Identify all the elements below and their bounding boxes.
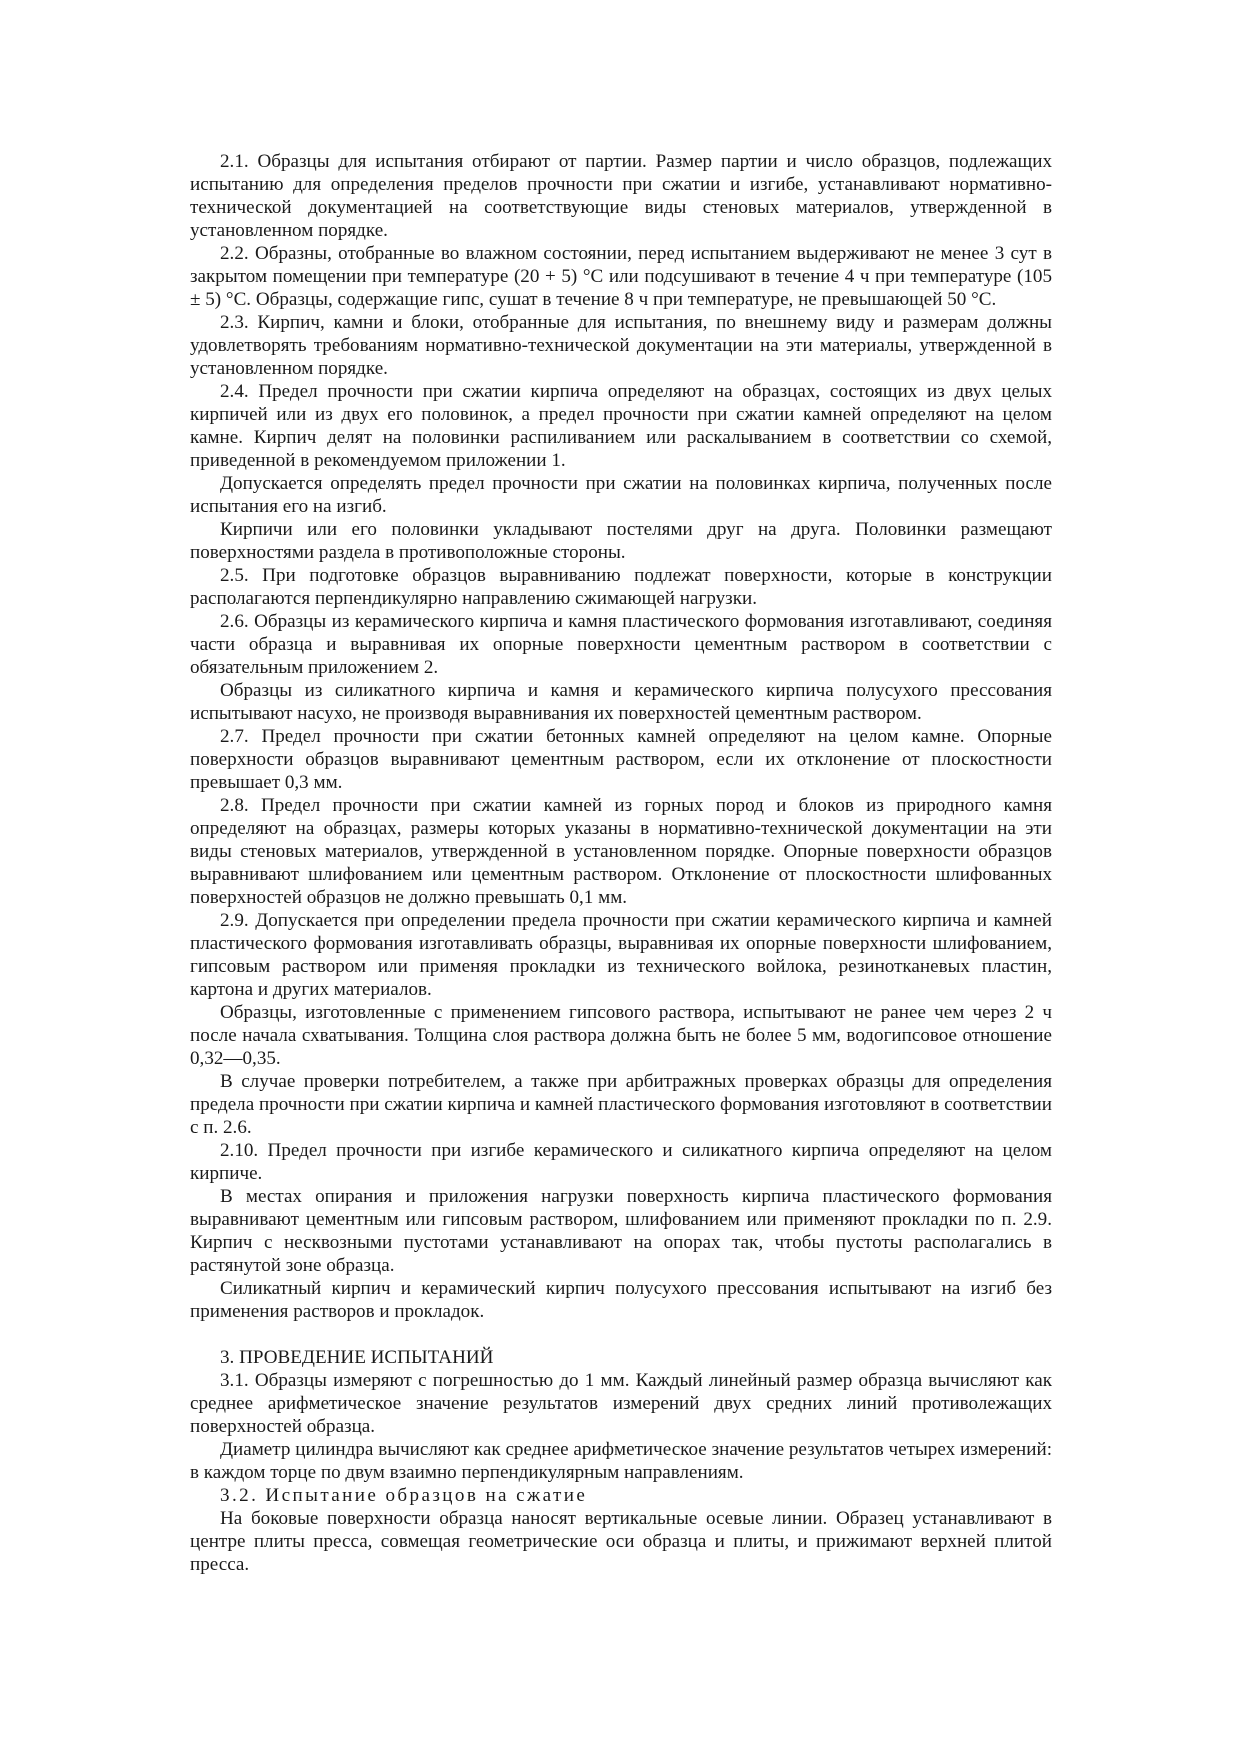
paragraph-2-4-note-2: Кирпичи или его половинки укладывают постелями друг на друга. Половинки размещают поверхностями раздела в противоположные стороны. [190,519,1052,563]
section-3-heading: 3. ПРОВЕДЕНИЕ ИСПЫТАНИЙ [220,1347,494,1368]
section-3-2-subheading: 3.2. Испытание образцов на сжатие [220,1485,588,1506]
paragraph-2-9-note-1: Образцы, изготовленные с применением гипсового раствора, испытывают не ранее чем через 2 ч после начала схватывания. Толщина слоя раствора должна быть не более 5 мм, водогипсовое отношение 0,32—0,35. [190,1002,1052,1069]
paragraph-2-4: 2.4. Предел прочности при сжатии кирпича определяют на образцах, состоящих из двух целых кирпичей или из двух его половинок, а предел прочности при сжатии камней определяют на целом камне. Кирпич делят на половинки распиливанием или раскалыванием в соответствии со схемой, приведенной в рекомендуемом приложении 1. [190,381,1052,471]
paragraph-2-10: 2.10. Предел прочности при изгибе керамического и силикатного кирпича определяют на целом кирпиче. [190,1140,1052,1184]
paragraph-2-9-note-2: В случае проверки потребителем, а также при арбитражных проверках образцы для определения предела прочности при сжатии кирпича и камней пластического формования изготовляют в соответствии с п. 2.6. [190,1071,1052,1138]
paragraph-2-10-note-1: В местах опирания и приложения нагрузки поверхность кирпича пластического формования выравнивают цементным или гипсовым раствором, шлифованием или применяют прокладки по п. 2.9. Кирпич с несквозными пустотами устанавливают на опорах так, чтобы пустоты располагались в растянутой зоне образца. [190,1186,1052,1276]
paragraph-2-7: 2.7. Предел прочности при сжатии бетонных камней определяют на целом камне. Опорные поверхности образцов выравнивают цементным раствором, если их отклонение от плоскостности превышает 0,3 мм. [190,726,1052,793]
paragraph-3-2: На боковые поверхности образца наносят вертикальные осевые линии. Образец устанавливают в центре плиты пресса, совмещая геометрические оси образца и плиты, и прижимают верхней плитой пресса. [190,1508,1052,1575]
paragraph-2-3: 2.3. Кирпич, камни и блоки, отобранные для испытания, по внешнему виду и размерам должны удовлетворять требованиям нормативно-технической документации на эти материалы, утвержденной в установленном порядке. [190,312,1052,379]
paragraph-2-9: 2.9. Допускается при определении предела прочности при сжатии керамического кирпича и камней пластического формования изготавливать образцы, выравнивая их опорные поверхности шлифованием, гипсовым раствором или применяя прокладки из технического войлока, резинотканевых пластин, картона и других материалов. [190,910,1052,1000]
paragraph-3-1-note: Диаметр цилиндра вычисляют как среднее арифметическое значение результатов четырех измерений: в каждом торце по двум взаимно перпендикулярным направлениям. [190,1439,1052,1483]
paragraph-2-5: 2.5. При подготовке образцов выравниванию подлежат поверхности, которые в конструкции располагаются перпендикулярно направлению сжимающей нагрузки. [190,565,1052,609]
paragraph-2-6-note: Образцы из силикатного кирпича и камня и керамического кирпича полусухого прессования испытывают насухо, не производя выравнивания их поверхностей цементным раствором. [190,680,1052,724]
paragraph-2-6: 2.6. Образцы из керамического кирпича и камня пластического формования изготавливают, соединяя части образца и выравнивая их опорные поверхности цементным раствором в соответствии с обязательным приложением 2. [190,611,1052,678]
paragraph-3-1: 3.1. Образцы измеряют с погрешностью до 1 мм. Каждый линейный размер образца вычисляют как среднее арифметическое значение результатов измерений двух средних линий противолежащих поверхностей образца. [190,1370,1052,1437]
document-page [190,150,1052,1576]
paragraph-2-10-note-2: Силикатный кирпич и керамический кирпич полусухого прессования испытывают на изгиб без применения растворов и прокладок. [190,1278,1052,1322]
paragraph-2-2: 2.2. Образны, отобранные во влажном состоянии, перед испытанием выдерживают не менее 3 сут в закрытом помещении при температуре (20 + 5) °С или подсушивают в течение 4 ч при температуре (105 ± 5) °С. Образцы, содержащие гипс, сушат в течение 8 ч при температуре, не превышающей 50 °С. [190,243,1052,310]
paragraph-2-8: 2.8. Предел прочности при сжатии камней из горных пород и блоков из природного камня определяют на образцах, размеры которых указаны в нормативно-технической документации на эти виды стеновых материалов, утвержденной в установленном порядке. Опорные поверхности образцов выравнивают шлифованием или цементным раствором. Отклонение от плоскостности шлифованных поверхностей образцов не должно превышать 0,1 мм. [190,795,1052,908]
paragraph-2-4-note-1: Допускается определять предел прочности при сжатии на половинках кирпича, полученных после испытания его на изгиб. [190,473,1052,517]
paragraph-2-1: 2.1. Образцы для испытания отбирают от партии. Размер партии и число образцов, подлежащих испытанию для определения пределов прочности при сжатии и изгибе, устанавливают нормативно-технической документацией на соответствующие виды стеновых материалов, утвержденной в установленном порядке. [190,151,1052,241]
